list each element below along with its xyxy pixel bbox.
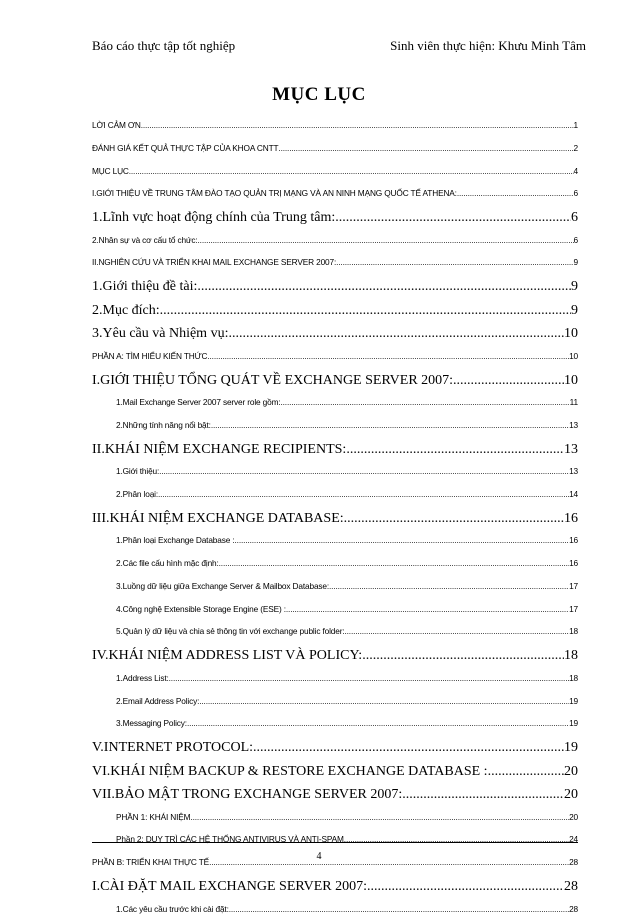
- toc-entry-page: 18: [569, 626, 578, 637]
- toc-entry-page: 10: [564, 372, 578, 388]
- toc-entry-label: 1.Các yêu cầu trước khi cài đặt:: [116, 903, 229, 914]
- toc-dot-leader: [453, 370, 564, 392]
- toc-dot-leader: [159, 460, 569, 483]
- toc-entry[interactable]: [92, 737, 578, 759]
- toc-entry-page: 14: [569, 488, 578, 499]
- toc-entry-page: 9: [573, 257, 578, 268]
- header-report-title: Báo cáo thực tập tốt nghiệp: [92, 38, 236, 53]
- toc-dot-leader: [281, 391, 570, 414]
- toc-dot-leader: [286, 598, 569, 621]
- toc-entry[interactable]: [92, 276, 578, 298]
- toc-entry-label: 2.Phân loại:: [116, 488, 159, 499]
- toc-entry[interactable]: [92, 620, 578, 643]
- toc-dot-leader: [488, 761, 564, 783]
- toc-entry-label: 1.Mail Exchange Server 2007 server role gồm:: [116, 397, 281, 408]
- toc-dot-leader: [199, 690, 569, 713]
- page-header: [92, 38, 586, 54]
- toc-entry-page: 16: [569, 558, 578, 569]
- toc-entry[interactable]: [92, 552, 578, 575]
- toc-entry-page: 20: [569, 811, 578, 822]
- toc-entry-page: 13: [564, 441, 578, 457]
- toc-entry[interactable]: [92, 114, 578, 137]
- toc-entry[interactable]: [92, 300, 578, 322]
- toc-entry-label: 1.Giới thiệu:: [116, 466, 160, 477]
- toc-entry[interactable]: [92, 229, 578, 252]
- toc-entry-page: 2: [573, 142, 578, 153]
- toc-entry[interactable]: [92, 598, 578, 621]
- toc-dot-leader: [169, 667, 569, 690]
- toc-entry-label: 1.Address List:: [116, 672, 169, 683]
- toc-dot-leader: [344, 508, 564, 530]
- toc-entry-page: 13: [569, 466, 578, 477]
- toc-entry-label: LỜI CẢM ƠN: [92, 120, 141, 130]
- toc-entry-label: 2.Những tính năng nổi bật:: [116, 419, 211, 430]
- toc-entry-page: 6: [573, 188, 578, 199]
- toc-entry-label: 2.Nhân sự và cơ cấu tổ chức:: [92, 234, 198, 245]
- toc-entry-page: 10: [564, 326, 578, 342]
- toc-entry[interactable]: [92, 414, 578, 437]
- toc-entry-label: 5.Quản lý dữ liệu và chia sẻ thông tin với exchange public folder:: [116, 626, 345, 637]
- toc-entry-page: 16: [564, 510, 578, 526]
- toc-entry-page: 19: [564, 740, 578, 756]
- toc-entry[interactable]: [92, 828, 578, 851]
- toc-entry-label: 2.Các file cấu hình mặc định:: [116, 558, 219, 569]
- toc-dot-leader: [198, 229, 574, 252]
- toc-dot-leader: [211, 414, 569, 437]
- page-number: 4: [316, 851, 322, 862]
- toc-entry[interactable]: [92, 160, 578, 183]
- toc-entry-page: 17: [569, 603, 578, 614]
- toc-entry-label: MỤC LỤC: [92, 165, 129, 176]
- toc-dot-leader: [329, 575, 569, 598]
- toc-entry-label: I.GIỚI THIỆU VỀ TRUNG TÂM ĐÀO TẠO QUẢN TRỊ MẠNG VÀ AN NINH MẠNG QUỐC TẾ ATHENA:: [92, 188, 457, 199]
- toc-entry-page: 19: [569, 695, 578, 706]
- toc-dot-leader: [229, 898, 569, 920]
- toc-entry[interactable]: [92, 137, 578, 160]
- toc-entry-label: 1.Giới thiệu đề tài:: [92, 279, 198, 295]
- toc-entry-page: 9: [571, 302, 578, 318]
- toc-dot-leader: [190, 806, 569, 829]
- toc-dot-leader: [362, 645, 564, 667]
- toc-entry[interactable]: [92, 483, 578, 506]
- toc-entry[interactable]: [92, 182, 578, 205]
- toc-dot-leader: [367, 876, 564, 898]
- toc-dot-leader: [344, 828, 569, 851]
- toc-entry-page: 9: [571, 279, 578, 295]
- toc-entry-label: PHẦN B: TRIỂN KHAI THỰC TẾ: [92, 857, 210, 868]
- toc-entry[interactable]: [92, 898, 578, 920]
- toc-entry-page: 18: [564, 648, 578, 664]
- toc-entry-label: III.KHÁI NIỆM EXCHANGE DATABASE:: [92, 510, 344, 526]
- toc-dot-leader: [346, 439, 564, 461]
- toc-entry-label: Phần 2: DUY TRÌ CÁC HỆ THỐNG ANTIVIRUS VÀ ANTI-SPAM: [116, 834, 344, 845]
- toc-entry-label: 2.Email Address Policy:: [116, 695, 200, 706]
- toc-dot-leader: [160, 300, 571, 322]
- toc-dot-leader: [278, 137, 573, 160]
- header-student-name: Sinh viên thực hiện: Khưu Minh Tâm: [390, 38, 586, 53]
- toc-entry-page: 19: [569, 718, 578, 729]
- toc-entry[interactable]: [92, 460, 578, 483]
- toc-dot-leader: [336, 251, 573, 274]
- toc-entry[interactable]: [92, 645, 578, 667]
- toc-entry[interactable]: [92, 712, 578, 735]
- toc-entry-label: ĐÁNH GIÁ KẾT QUẢ THỰC TẬP CỦA KHOA CNTT: [92, 142, 279, 153]
- toc-entry-label: PHẦN 1: KHÁI NIỆM: [116, 811, 191, 822]
- toc-entry-label: 4.Công nghệ Extensible Storage Engine (ESE) :: [116, 603, 286, 614]
- toc-entry[interactable]: [92, 251, 578, 274]
- toc-entry-label: II.NGHIÊN CỨU VÀ TRIỂN KHAI MAIL EXCHANGE SERVER 2007:: [92, 257, 337, 268]
- toc-entry-label: II.KHÁI NIỆM EXCHANGE RECIPIENTS:: [92, 441, 347, 457]
- toc-entry[interactable]: [92, 806, 578, 829]
- toc-entry[interactable]: [92, 784, 578, 806]
- toc-entry-page: 28: [569, 857, 578, 868]
- toc-entry-label: VII.BẢO MẬT TRONG EXCHANGE SERVER 2007:: [92, 787, 403, 803]
- table-of-contents: [92, 114, 578, 920]
- toc-entry-page: 28: [564, 879, 578, 895]
- toc-entry[interactable]: [92, 345, 578, 368]
- toc-entry-page: 11: [569, 397, 578, 408]
- toc-entry-page: 20: [564, 787, 578, 803]
- toc-dot-leader: [235, 529, 570, 552]
- toc-entry[interactable]: [92, 508, 578, 530]
- toc-entry-label: 3.Luồng dữ liệu giữa Exchange Server & Mailbox Database:: [116, 580, 330, 591]
- toc-entry-label: VI.KHÁI NIỆM BACKUP & RESTORE EXCHANGE DATABASE :: [92, 763, 488, 779]
- toc-dot-leader: [402, 784, 564, 806]
- toc-entry[interactable]: [92, 667, 578, 690]
- toc-entry[interactable]: [92, 690, 578, 713]
- toc-entry-page: 17: [569, 580, 578, 591]
- toc-dot-leader: [197, 276, 571, 298]
- toc-entry[interactable]: [92, 529, 578, 552]
- toc-entry[interactable]: [92, 391, 578, 414]
- toc-entry-label: 3.Yêu cầu và Nhiệm vụ:: [92, 326, 229, 342]
- toc-dot-leader: [457, 182, 574, 205]
- toc-entry-page: 16: [569, 535, 578, 546]
- toc-dot-leader: [219, 552, 569, 575]
- toc-dot-leader: [158, 483, 569, 506]
- toc-entry[interactable]: [92, 761, 578, 783]
- toc-dot-leader: [228, 323, 564, 345]
- toc-entry-page: 24: [569, 834, 578, 845]
- toc-entry-label: IV.KHÁI NIỆM ADDRESS LIST VÀ POLICY:: [92, 648, 363, 664]
- toc-entry-page: 1: [573, 120, 578, 130]
- toc-dot-leader: [335, 207, 571, 229]
- toc-entry-page: 20: [564, 763, 578, 779]
- toc-entry-label: PHẦN A: TÌM HIỂU KIẾN THỨC: [92, 350, 208, 361]
- toc-entry[interactable]: [92, 439, 578, 461]
- toc-entry[interactable]: [92, 207, 578, 229]
- toc-entry-page: 18: [569, 672, 578, 683]
- toc-dot-leader: [129, 160, 574, 183]
- toc-dot-leader: [344, 620, 569, 643]
- toc-entry-label: V.INTERNET PROTOCOL:: [92, 740, 254, 756]
- toc-entry-label: I.GIỚI THIỆU TỔNG QUÁT VỀ EXCHANGE SERVER 2007:: [92, 372, 454, 388]
- toc-entry-label: 2.Mục đích:: [92, 302, 160, 318]
- toc-dot-leader: [187, 712, 569, 735]
- toc-entry-label: I.CÀI ĐẶT MAIL EXCHANGE SERVER 2007:: [92, 879, 367, 895]
- toc-entry[interactable]: [92, 575, 578, 598]
- toc-entry-label: 1.Phân loại Exchange Database :: [116, 535, 235, 546]
- toc-title: MỤC LỤC: [272, 84, 366, 105]
- toc-entry-page: 10: [569, 350, 578, 361]
- toc-entry-page: 13: [569, 419, 578, 430]
- toc-entry-page: 4: [573, 165, 578, 176]
- toc-entry[interactable]: [92, 323, 578, 345]
- toc-entry-page: 28: [569, 903, 578, 914]
- toc-dot-leader: [253, 737, 564, 759]
- footer-rule: [92, 842, 578, 843]
- toc-entry[interactable]: [92, 876, 578, 898]
- toc-entry-page: 6: [573, 234, 578, 245]
- toc-dot-leader: [207, 345, 569, 368]
- toc-entry[interactable]: [92, 370, 578, 392]
- toc-entry-page: 6: [571, 210, 578, 226]
- toc-dot-leader: [141, 114, 574, 137]
- toc-entry-label: 3.Messaging Policy:: [116, 718, 187, 729]
- toc-entry-label: 1.Lĩnh vực hoạt động chính của Trung tâm:: [92, 210, 336, 226]
